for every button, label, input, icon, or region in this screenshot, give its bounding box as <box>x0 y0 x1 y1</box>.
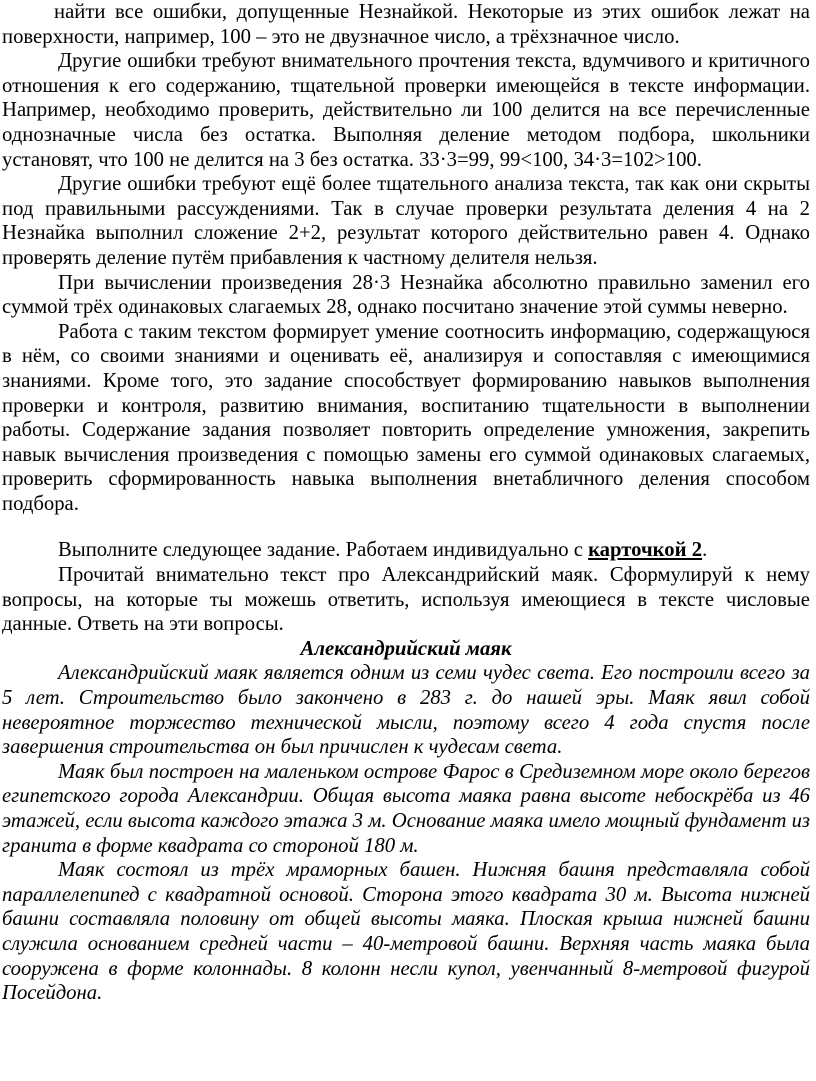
paragraph: найти все ошибки, допущенные Незнайкой. Некоторые из этих ошибок лежат на поверхности, например, 100 – это не двузначное число, а трёхзначное число. <box>2 1 810 48</box>
task-suffix: . <box>702 539 708 562</box>
paragraph: Работа с таким текстом формирует умение соотносить информацию, содержащуюся в нём, со своими знаниями и оценивать её, анализируя и сопоставляя с имеющимися знаниями. Кроме того, это задание способствует формированию навыков выполнения проверки и контроля, развитию внимания, воспитанию тщательности в выполнении работы. Содержание задания позволяет повторить определение умножения, закрепить навык вычисления произведения с помощью замены его суммой одинаковых слагаемых, проверить сформированность навыка выполнения внетабличного деления способом подбора. <box>2 320 810 515</box>
card-reference: карточкой 2 <box>588 539 703 562</box>
story-text <box>2 661 810 1005</box>
story-paragraph: Маяк был построен на маленьком острове Фарос в Средиземном море около берегов египетского города Александрии. Общая высота маяка равна высоте небоскрёба из 46 этажей, если высота каждого этажа 3 м. Основание маяка имело мощный фундамент из гранита в форме квадрата со стороной 180 м. <box>2 760 810 857</box>
task-paragraph <box>2 538 810 563</box>
paragraph: При вычислении произведения 28·3 Незнайка абсолютно правильно заменил его суммой трёх одинаковых слагаемых 28, однако посчитано значение этой суммы неверно. <box>2 271 810 319</box>
task-prefix: Выполните следующее задание. Работаем индивидуально с <box>58 539 589 562</box>
instruction-paragraph: Прочитай внимательно текст про Александрийский маяк. Сформулируй к нему вопросы, на которые ты можешь ответить, используя имеющиеся в тексте числовые данные. Ответь на эти вопросы. <box>2 564 810 636</box>
story-paragraph: Маяк состоял из трёх мраморных башен. Нижняя башня представляла собой параллелепипед с квадратной основой. Сторона этого квадрата 30 м. Высота нижней башни составляла половину от общей высоты маяка. Плоская крыша нижней башни служила основанием средней части – 40-метровой башни. Верхняя часть маяка была сооружена в форме колоннады. 8 колонн несли купол, увенчанный 8-метровой фигурой Посейдона. <box>2 859 810 1005</box>
story-paragraph: Александрийский маяк является одним из семи чудес света. Его построили всего за 5 лет. Строительство было закончено в 283 г. до нашей эры. Маяк явил собой невероятное торжество технической мысли, поэтому всего 4 года спустя после завершения строительства он был причислен к чудесам света. <box>2 662 810 759</box>
paragraph: Другие ошибки требуют ещё более тщательного анализа текста, так как они скрыты под правильными рассуждениями. Так в случае проверки результата деления 4 на 2 Незнайка выполнил сложение 2+2, результат которого действительно равен 4. Однако проверять деление путём прибавления к частному делителя нельзя. <box>2 173 810 269</box>
paragraph: Другие ошибки требуют внимательного прочтения текста, вдумчивого и критичного отношения к его содержанию, тщательной проверки имеющейся в тексте информации. Например, необходимо проверить, действительно ли 100 делится на все перечисленные однозначные числа без остатка. Выполняя деление методом подбора, школьники установят, что 100 не делится на 3 без остатка. 33·3=99, 99<100, 34·3=102>100. <box>2 50 810 171</box>
story-title: Александрийский маяк <box>300 637 512 660</box>
